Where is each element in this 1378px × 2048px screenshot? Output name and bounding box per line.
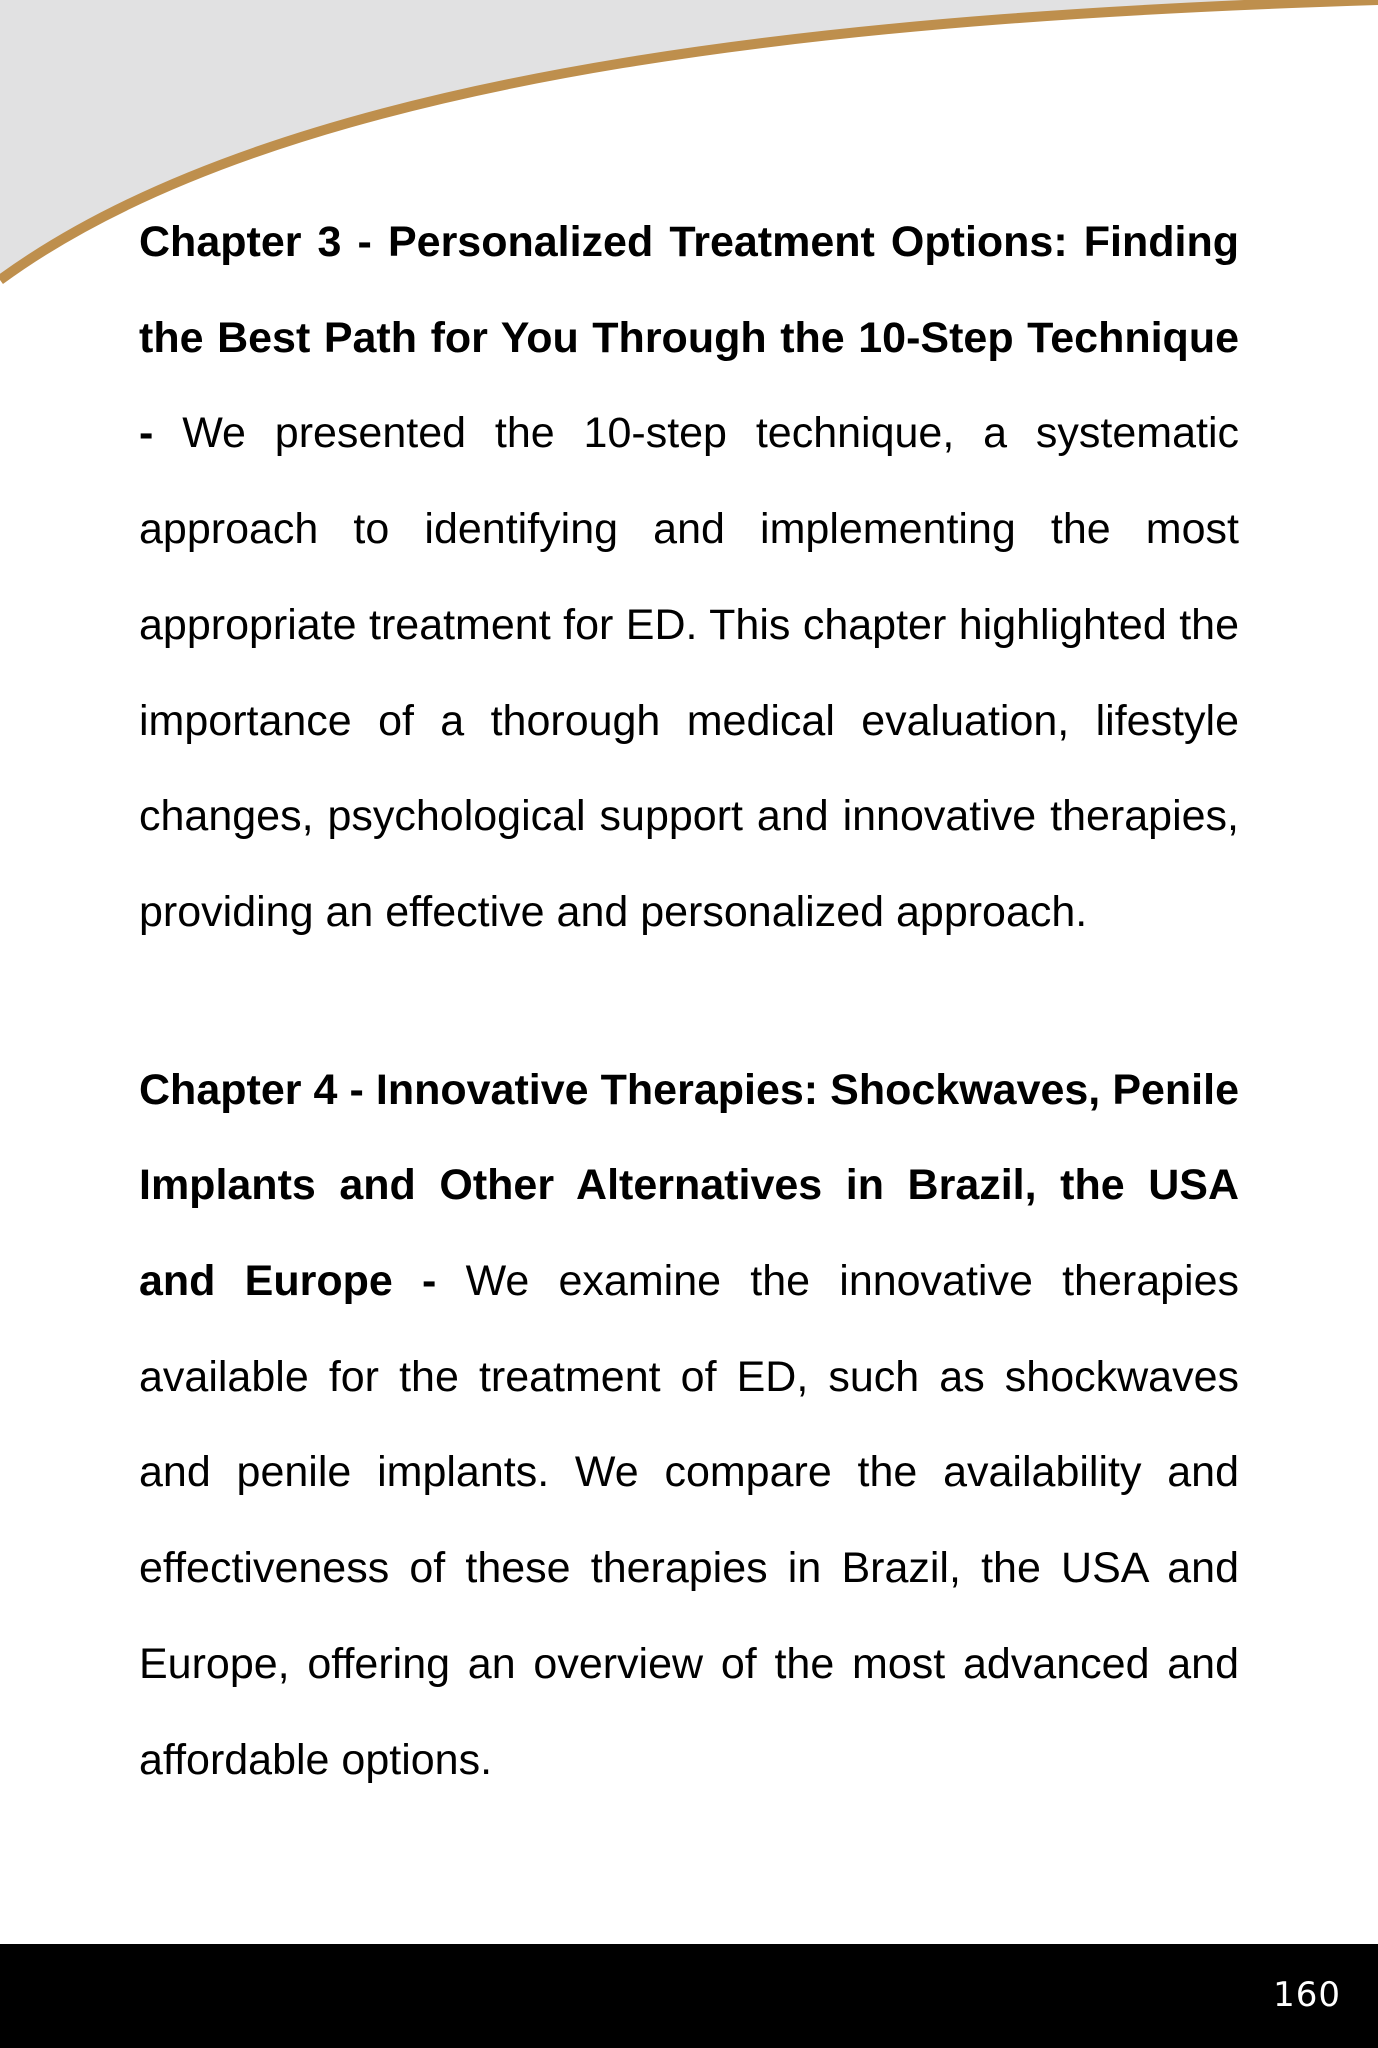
page-number: 160 (1273, 1975, 1341, 2015)
chapter-3-summary (139, 195, 1239, 961)
chapter-3-body: We presented the 10-step technique, a systematic approach to identifying and implementing the most appropriate treatment for ED. This chapter highlighted the importance of a thorough medical evaluation, lifestyle changes, psychological support and innovative therapies, providing an effective and personalized approach. (139, 409, 1239, 936)
chapter-4-body: We examine the innovative therapies available for the treatment of ED, such as shockwaves and penile implants. We compare the availability and effectiveness of these therapies in Brazil, the USA and Europe, offering an overview of the most advanced and affordable options. (139, 1257, 1240, 1784)
footer-bar (0, 1944, 1378, 2048)
chapter-4-summary (139, 1043, 1239, 1809)
body-text (139, 195, 1239, 1808)
chapter-4-heading: Chapter 4 - Innovative Therapies: Shockwaves, Penile Implants and Other Alternatives in Brazil, the USA and Europe - (139, 1065, 1239, 1306)
chapter-3-heading: Chapter 3 - Personalized Treatment Options: Finding the Best Path for You Through the 10-Step Technique - (139, 218, 1239, 458)
